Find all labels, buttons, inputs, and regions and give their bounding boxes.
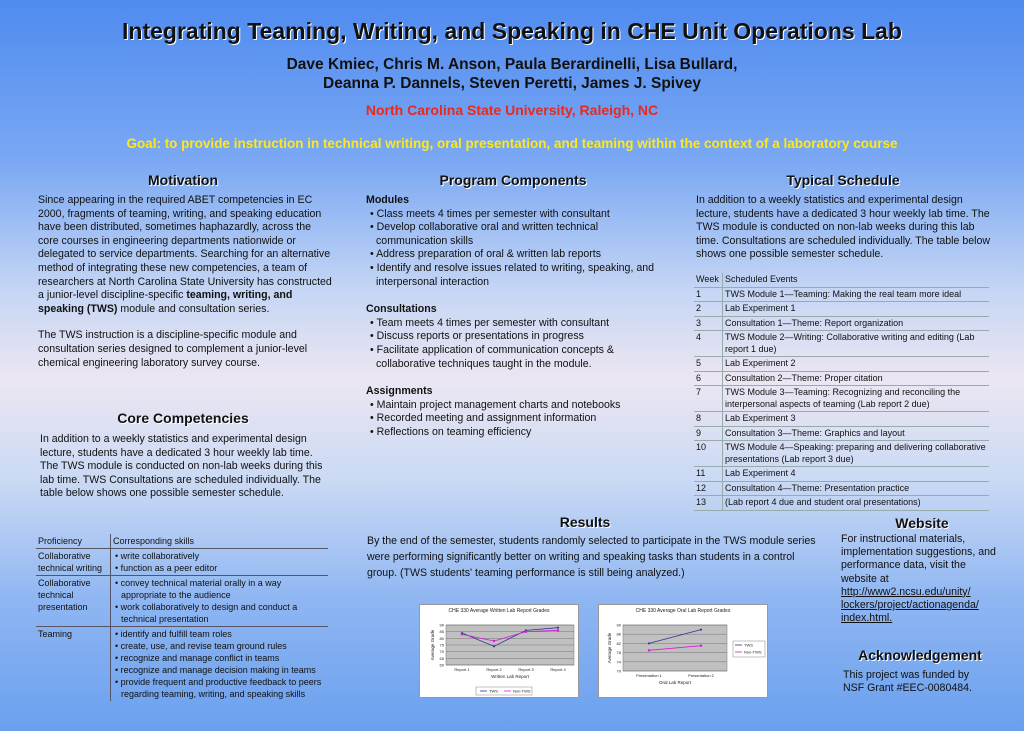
schedule-week: 5 xyxy=(694,357,723,372)
modules-list xyxy=(366,208,666,290)
schedule-event: Consultation 1—Theme: Report organization xyxy=(723,316,990,331)
x-axis-label: Written Lab Report xyxy=(491,674,529,679)
university: North Carolina State University, Raleigh, NC xyxy=(365,102,659,118)
x-tick-label: Presentation 1 xyxy=(636,673,662,678)
authors xyxy=(0,55,1024,93)
schedule-row xyxy=(694,441,989,467)
list-item: • Team meets 4 times per semester with consultant xyxy=(370,316,610,329)
legend-label: TWS xyxy=(489,688,498,694)
program-components-heading: Program Components xyxy=(439,172,587,188)
motivation-p1-bold: teaming, writing, and speaking (TWS) xyxy=(38,289,293,315)
skill-item: • work collaboratively to design and conduct a technical presentation xyxy=(115,602,298,624)
schedule-row xyxy=(694,467,989,482)
schedule-row xyxy=(694,412,989,427)
competency-proficiency: Teaming xyxy=(36,627,111,702)
goal-statement: Goal: to provide instruction in technical writing, oral presentation, and teaming within the context of a laboratory course xyxy=(126,136,898,151)
schedule-event: Consultation 4—Theme: Presentation practice xyxy=(723,481,990,496)
data-point xyxy=(493,640,495,642)
schedule-event: TWS Module 2—Writing: Collaborative writing and editing (Lab report 1 due) xyxy=(723,331,990,357)
y-tick-label: 86 xyxy=(616,631,621,637)
schedule-week: 12 xyxy=(694,481,723,496)
authors-line-2: Deanna P. Dannels, Steven Peretti, James J. Spivey xyxy=(323,75,701,92)
motivation-p1: Since appearing in the required ABET competencies in EC 2000, fragments of teaming, writing, and speaking education have been distributed, sometimes haphazardly, across the core courses in engineering departments nationwide or delegated to service departments. Searching for an alternative method of integrating these new competencies, a team of researchers at North Carolina State University has constructed a junior-level discipline-specific xyxy=(38,194,332,302)
schedule-text: In addition to a weekly statistics and experimental design lecture, students have a dedicated 3 hour weekly lab time. The TWS module is conducted on non-lab weeks during this lab time. Consultations are scheduled individually. The table below shows one possible semester schedule. xyxy=(696,194,991,261)
motivation-p1-end: module and consultation series. xyxy=(120,302,270,315)
schedule-week: 10 xyxy=(694,441,723,467)
schedule-row xyxy=(694,371,989,386)
skill-item: • recognize and manage conflict in teams xyxy=(115,653,280,663)
oral-grades-chart xyxy=(598,604,768,698)
x-tick-label: Report 4 xyxy=(550,667,566,672)
schedule-event: Lab Experiment 3 xyxy=(723,412,990,427)
typical-schedule-heading: Typical Schedule xyxy=(786,172,900,188)
x-tick-label: Report 3 xyxy=(518,667,534,672)
results-text: By the end of the semester, students randomly selected to participate in the TWS module series were performing significantly better on writing and speaking tasks than students in a control group. (TWS students' teaming performance is still being analyzed.) xyxy=(367,535,816,579)
y-tick-label: 82 xyxy=(616,640,621,646)
schedule-week: 9 xyxy=(694,426,723,441)
list-item: • Identify and resolve issues related to writing, speaking, and interpersonal interaction xyxy=(370,261,655,288)
col-proficiency: Proficiency xyxy=(36,534,111,549)
schedule-event: Consultation 2—Theme: Proper citation xyxy=(723,371,990,386)
schedule-row xyxy=(694,331,989,357)
consultations-list xyxy=(366,317,666,371)
col-events: Scheduled Events xyxy=(723,273,990,287)
schedule-event: TWS Module 4—Speaking: preparing and delivering collaborative presentations (Lab report 3 due) xyxy=(723,441,990,467)
competency-skills xyxy=(111,549,329,576)
skill-item: • recognize and manage decision making in teams xyxy=(115,665,316,675)
schedule-week: 6 xyxy=(694,371,723,386)
competency-skills xyxy=(111,576,329,627)
schedule-row xyxy=(694,357,989,372)
core-competencies-text: In addition to a weekly statistics and experimental design lecture, students have a dedicated 3 hour weekly lab time. The TWS module is conducted on non-lab weeks during this lab time. TWS Consultations are scheduled individually. The table below shows one possible semester schedule. xyxy=(40,433,323,500)
chart-title: CHE 330 Average Oral Lab Report Grades xyxy=(635,608,731,614)
y-tick-label: 60 xyxy=(439,662,444,668)
y-tick-label: 70 xyxy=(616,668,621,674)
skill-item: • function as a peer editor xyxy=(115,563,218,573)
schedule-row xyxy=(694,287,989,302)
schedule-table-wrap xyxy=(694,273,989,511)
col-week: Week xyxy=(694,273,723,287)
poster-title: Integrating Teaming, Writing, and Speaking in CHE Unit Operations Lab xyxy=(122,18,902,44)
list-item: • Maintain project management charts and notebooks xyxy=(370,398,621,411)
col-skills: Corresponding skills xyxy=(111,534,329,549)
skill-item: • create, use, and revise team ground rules xyxy=(115,641,287,651)
schedule-row xyxy=(694,496,989,511)
list-item: • Reflections on teaming efficiency xyxy=(370,425,532,438)
assignments-title: Assignments xyxy=(366,385,433,398)
x-tick-label: Report 2 xyxy=(486,667,502,672)
x-tick-label: Presentation 2 xyxy=(688,673,714,678)
schedule-event: Lab Experiment 1 xyxy=(723,302,990,317)
schedule-event: TWS Module 1—Teaming: Making the real team more ideal xyxy=(723,287,990,302)
schedule-week: 3 xyxy=(694,316,723,331)
x-axis-label: Oral Lab Report xyxy=(658,680,692,685)
list-item: • Discuss reports or presentations in progress xyxy=(370,330,584,343)
motivation-text xyxy=(38,194,333,370)
skill-item: • provide frequent and productive feedback to peers regarding teaming, writing, and speaking skills xyxy=(115,677,322,699)
competencies-table xyxy=(36,534,328,701)
y-axis-label: Average Grade xyxy=(607,632,612,664)
acknowledgement-text xyxy=(843,669,1003,695)
schedule-week: 8 xyxy=(694,412,723,427)
list-item: • Recorded meeting and assignment information xyxy=(370,412,597,425)
website-link[interactable] xyxy=(841,586,979,624)
legend-label: Non-TWS xyxy=(744,649,762,655)
competency-row xyxy=(36,549,328,576)
y-tick-label: 90 xyxy=(616,622,621,628)
authors-line-1: Dave Kmiec, Chris M. Anson, Paula Berardinelli, Lisa Bullard, xyxy=(286,56,738,73)
website-url-3: index.html. xyxy=(841,612,893,625)
schedule-row xyxy=(694,302,989,317)
data-point xyxy=(700,645,702,647)
schedule-event: TWS Module 3—Teaming: Recognizing and reconciling the interpersonal aspects of teaming (Lab report 2 due) xyxy=(723,386,990,412)
schedule-week: 4 xyxy=(694,331,723,357)
written-grades-chart xyxy=(419,604,579,698)
y-tick-label: 75 xyxy=(439,642,444,648)
schedule-event: Consultation 3—Theme: Graphics and layout xyxy=(723,426,990,441)
competency-proficiency: Collaborative technical writing xyxy=(36,549,111,576)
schedule-week: 1 xyxy=(694,287,723,302)
y-tick-label: 70 xyxy=(439,649,444,655)
competencies-table-wrap xyxy=(36,534,328,701)
y-tick-label: 80 xyxy=(439,635,444,641)
competency-row xyxy=(36,576,328,627)
motivation-heading: Motivation xyxy=(148,172,218,188)
competency-skills xyxy=(111,627,329,702)
acknowledgement-line-2: NSF Grant #EEC-0080484. xyxy=(843,682,972,694)
x-tick-label: Report 1 xyxy=(454,667,470,672)
y-tick-label: 78 xyxy=(616,650,621,656)
consultations-title: Consultations xyxy=(366,303,437,316)
list-item: • Class meets 4 times per semester with consultant xyxy=(370,207,610,220)
legend-label: Non-TWS xyxy=(513,688,531,694)
program-components-text xyxy=(366,194,666,440)
schedule-row xyxy=(694,386,989,412)
motivation-p2: The TWS instruction is a discipline-specific module and consultation series designed to complement a junior-level chemical engineering laboratory survey course. xyxy=(38,329,308,369)
schedule-event: (Lab report 4 due and student oral presentations) xyxy=(723,496,990,511)
schedule-week: 2 xyxy=(694,302,723,317)
skill-item: • identify and fulfill team roles xyxy=(115,629,232,639)
list-item: • Develop collaborative oral and written technical communication skills xyxy=(370,221,599,247)
schedule-event: Lab Experiment 4 xyxy=(723,467,990,482)
skill-item: • convey technical material orally in a way appropriate to the audience xyxy=(115,578,282,600)
skill-item: • write collaboratively xyxy=(115,551,200,561)
data-point xyxy=(557,629,559,631)
schedule-row xyxy=(694,316,989,331)
assignments-list xyxy=(366,399,666,440)
y-tick-label: 85 xyxy=(439,629,444,635)
core-competencies-heading: Core Competencies xyxy=(117,410,249,426)
y-axis-label: Average Grade xyxy=(430,629,435,661)
data-point xyxy=(648,649,650,651)
y-tick-label: 90 xyxy=(439,622,444,628)
website-heading: Website xyxy=(895,515,949,531)
list-item: • Address preparation of oral & written lab reports xyxy=(370,248,602,261)
legend-label: TWS xyxy=(744,642,753,648)
competency-row xyxy=(36,627,328,702)
schedule-week: 11 xyxy=(694,467,723,482)
competency-proficiency: Collaborative technical presentation xyxy=(36,576,111,627)
schedule-row xyxy=(694,481,989,496)
website-text: For instructional materials, implementation suggestions, and performance data, visit the website at xyxy=(841,533,996,585)
data-point xyxy=(461,633,463,635)
y-tick-label: 65 xyxy=(439,655,444,661)
chart-title: CHE 330 Average Written Lab Report Grades xyxy=(448,608,550,614)
schedule-week: 7 xyxy=(694,386,723,412)
website-block xyxy=(841,533,1001,625)
website-url-2: lockers/project/actionagenda/ xyxy=(841,599,979,612)
results-heading: Results xyxy=(559,514,611,530)
data-point xyxy=(525,631,527,633)
website-url-1: http://www2.ncsu.edu/unity/ xyxy=(841,585,971,598)
schedule-table xyxy=(694,273,989,511)
acknowledgement-heading: Acknowledgement xyxy=(858,647,982,663)
acknowledgement-line-1: This project was funded by xyxy=(843,669,970,681)
y-tick-label: 74 xyxy=(616,659,621,665)
list-item: • Facilitate application of communication concepts & collaborative techniques taught in the module. xyxy=(370,343,614,370)
schedule-row xyxy=(694,426,989,441)
modules-title: Modules xyxy=(366,194,409,206)
schedule-week: 13 xyxy=(694,496,723,511)
schedule-event: Lab Experiment 2 xyxy=(723,357,990,372)
